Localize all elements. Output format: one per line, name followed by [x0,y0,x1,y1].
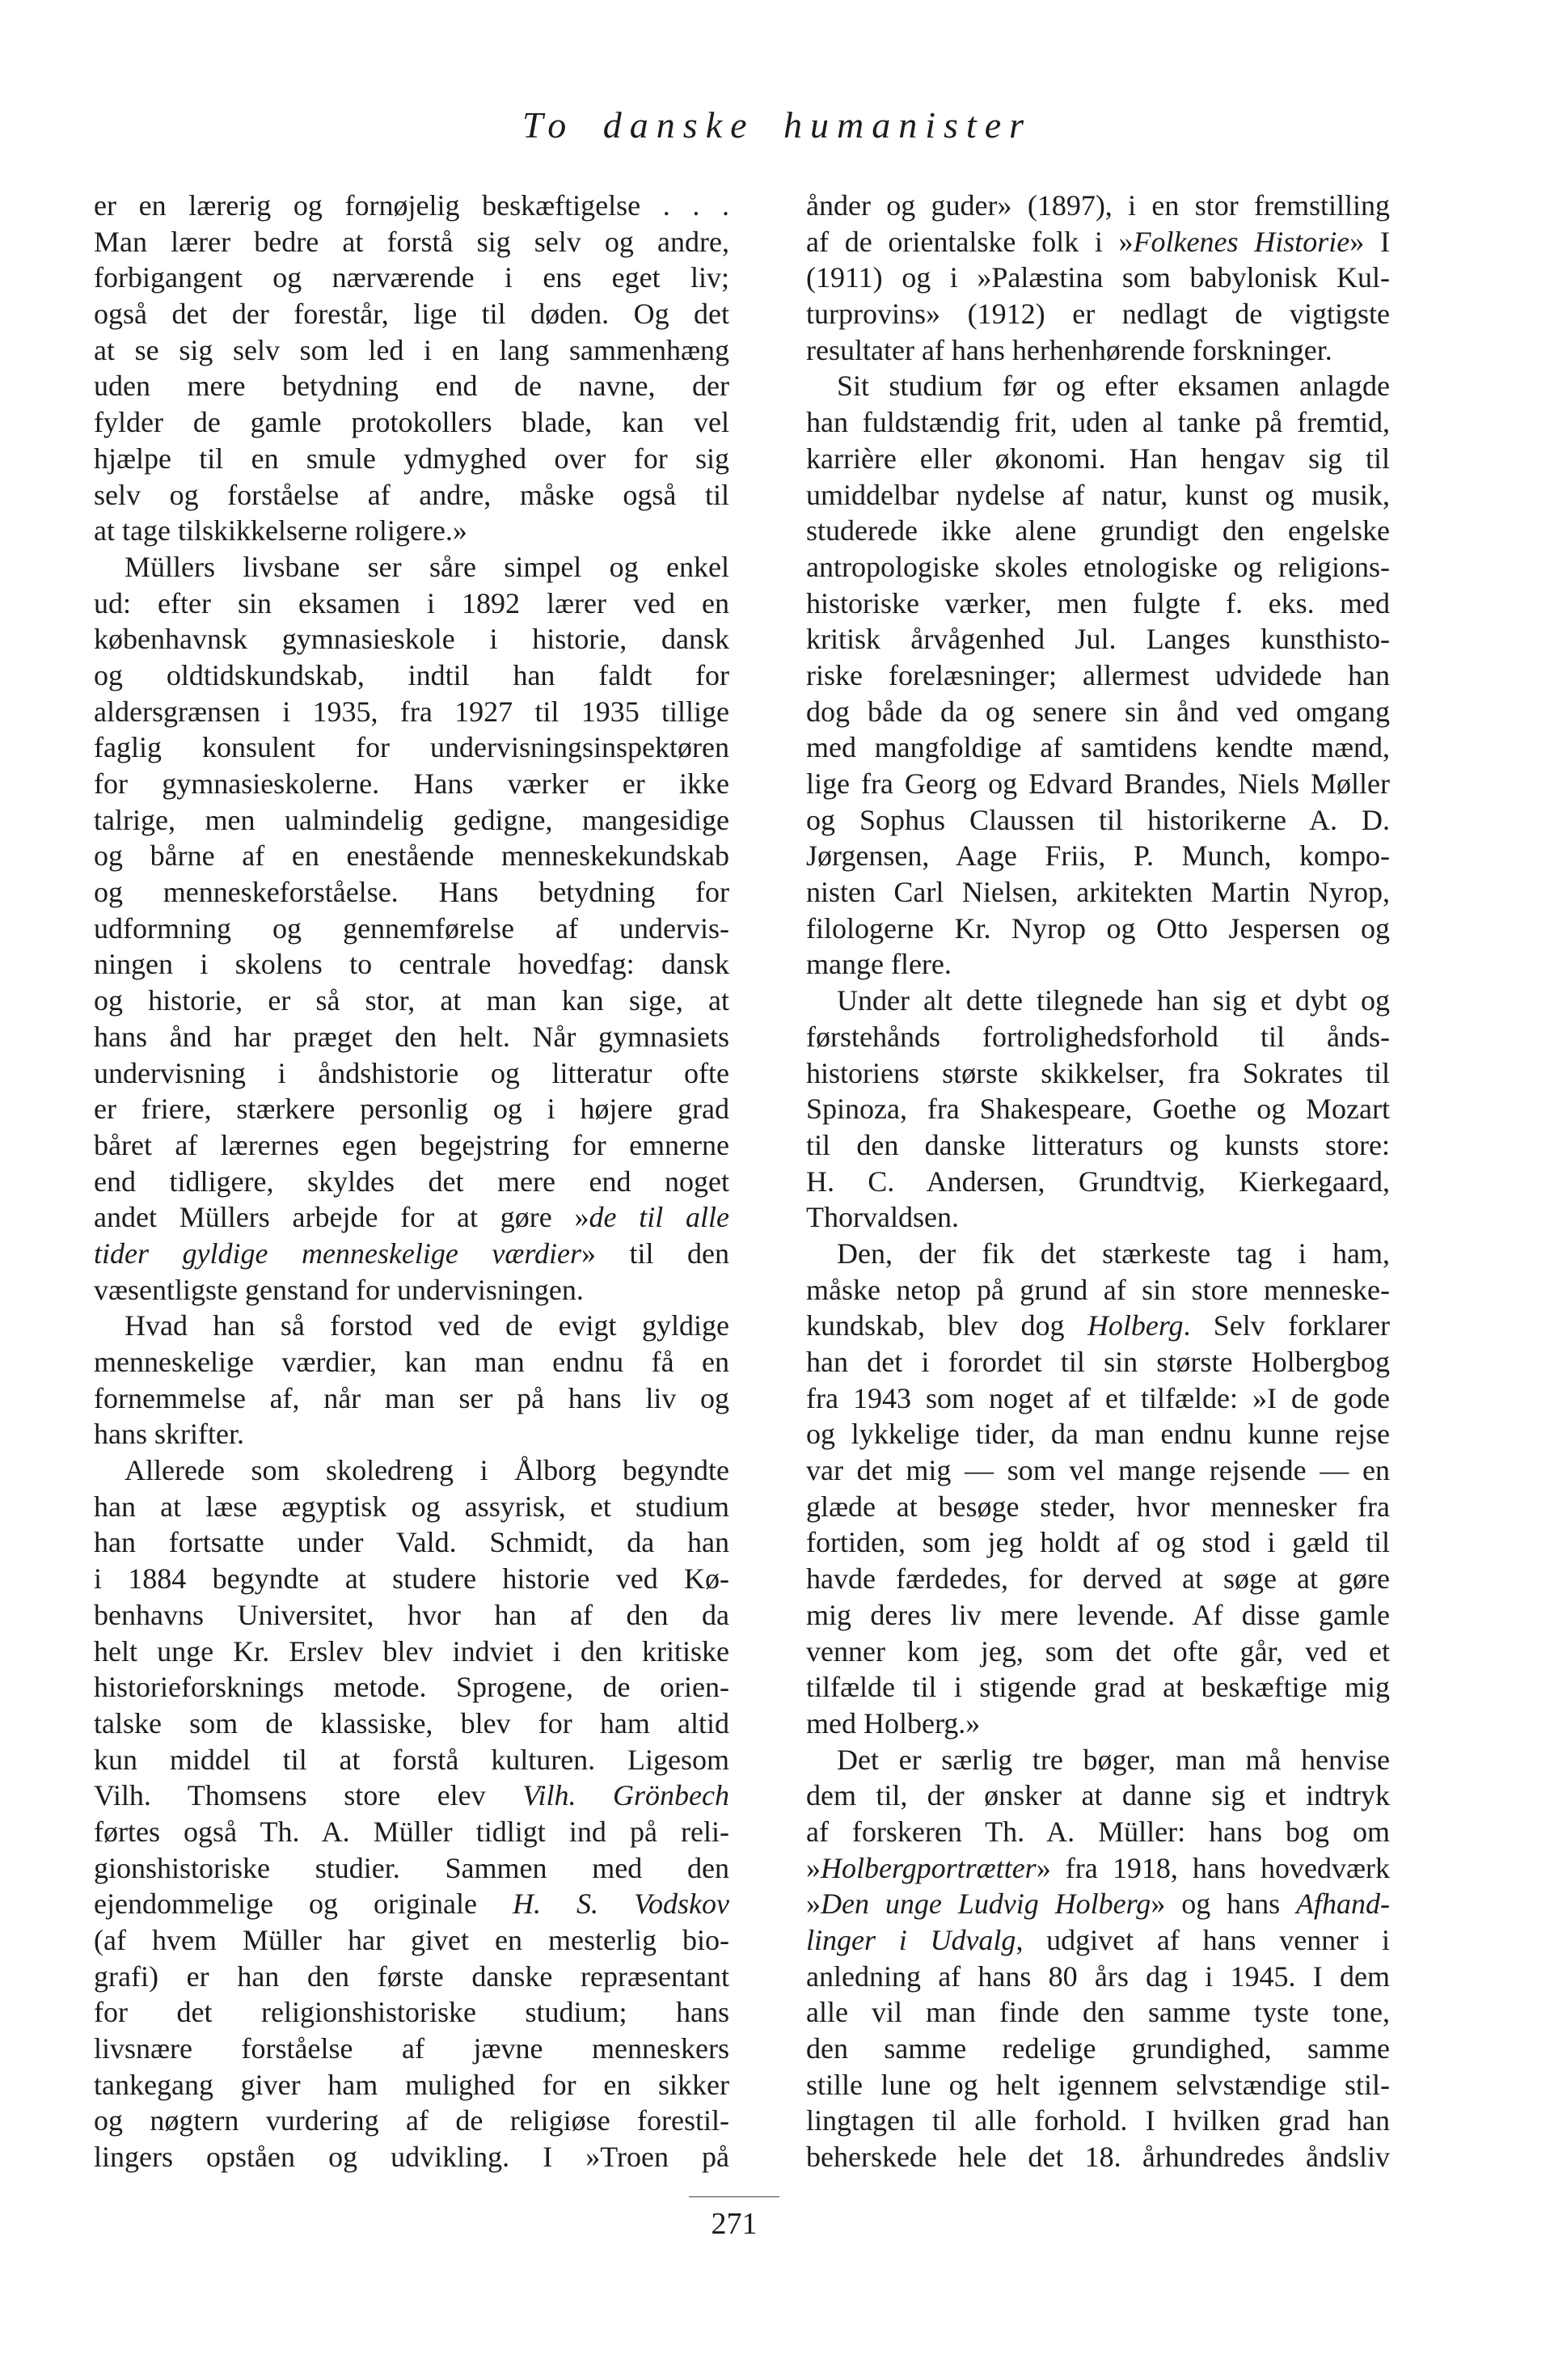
text-line [806,838,1390,874]
text-line [806,2067,1390,2103]
text-segment: anledning af hans 80 års dag i 1945. I dem [806,1959,1390,1993]
text-line [94,838,729,874]
text-segment: H. C. Andersen, Grundtvig, Kierkegaard, [806,1165,1390,1198]
text-line [806,188,1390,224]
text-segment: » fra 1918, hans hovedværk [1036,1851,1390,1884]
text-line [94,946,729,983]
italic-text: Vilh. Grönbech [522,1779,729,1812]
text-segment: forbigangent og nærværende i ens eget liv; [94,261,729,294]
text-segment: og lykkelige tider, da man endnu kunne rejse [806,1418,1390,1451]
text-segment: benhavns Universitet, hvor han af den da [94,1598,729,1631]
italic-text: Afhand- [1296,1888,1390,1921]
text-segment: at se sig selv som led i en lang sammenhæng [94,333,729,366]
text-segment: og menneskeforståelse. Hans betydning for [94,876,729,909]
text-line [806,332,1390,369]
text-segment: talske som de klassiske, blev for ham altid [94,1706,729,1740]
text-line [94,1922,729,1959]
text-segment: , udgivet af hans venner i [1016,1924,1390,1956]
italic-text: Holberg [1087,1309,1184,1342]
text-segment: i 1884 begyndte at studere historie ved Kø- [94,1562,729,1596]
text-segment: københavnsk gymnasieskole i historie, dansk [94,623,729,656]
text-line [806,1416,1390,1452]
text-line [806,477,1390,514]
text-line [94,1199,729,1236]
text-line [94,441,729,477]
text-line [94,802,729,839]
text-line [806,260,1390,296]
text-segment: historieforsknings metode. Sprogene, de orien- [94,1671,729,1704]
text-segment: ud: efter sin eksamen i 1892 lærer ved en [94,586,729,619]
text-line [94,1669,729,1706]
text-line [94,766,729,802]
text-line [94,404,729,441]
text-line [94,296,729,332]
text-segment: fornemmelse af, når man ser på hans liv og [94,1381,729,1414]
text-line [94,1236,729,1272]
text-line [94,585,729,622]
text-segment: dem til, der ønsker at danne sig et indtryk [806,1779,1390,1812]
text-line [94,1380,729,1417]
text-line [94,260,729,296]
text-segment: » og hans [1151,1888,1297,1921]
text-line [94,1886,729,1922]
text-line [94,1706,729,1742]
text-segment: Det er særlig tre bøger, man må henvise [837,1743,1390,1776]
text-segment: tankegang giver ham mulighed for en sikker [94,2068,729,2101]
text-line [806,1778,1390,1814]
text-line [94,513,729,549]
text-segment: ningen i skolens to centrale hovedfag: dansk [94,948,729,981]
text-line [94,2031,729,2067]
text-segment: måske netop på grund af sin store menneske- [806,1273,1390,1306]
text-line [94,694,729,730]
text-line [806,1922,1390,1959]
text-segment: og oldtidskundskab, indtil han faldt for [94,658,729,691]
text-segment: livsnære forståelse af jævne menneskers [94,2032,729,2065]
text-line [806,1524,1390,1561]
text-line [806,1236,1390,1272]
text-segment: beherskede hele det 18. århundredes åndsliv [806,2141,1390,2174]
text-line [94,2139,729,2175]
text-line [806,1994,1390,2031]
text-segment: ånder og guder» (1897), i en stor fremstilling [806,189,1390,222]
text-line [806,946,1390,983]
text-line [806,1886,1390,1922]
italic-text: tider gyldige menneskelige værdier [94,1237,582,1270]
text-segment: udformning og gennemførelse af undervis- [94,911,729,945]
text-line [806,1127,1390,1164]
text-segment: med mangfoldige af samtidens kendte mænd, [806,731,1390,764]
text-segment: . Selv forklarer [1183,1309,1390,1342]
italic-text: H. S. Vodskov [512,1888,729,1921]
text-segment: Hvad han så forstod ved de evigt gyldige [125,1309,729,1342]
text-line [806,1489,1390,1525]
text-segment: af forskeren Th. A. Müller: hans bog om [806,1815,1390,1848]
text-line [94,368,729,404]
text-segment: (af hvem Müller har givet en mesterlig bio- [94,1924,729,1956]
text-segment: end tidligere, skyldes det mere end noget [94,1165,729,1198]
text-segment: helt unge Kr. Erslev blev indviet i den kritiske [94,1634,729,1668]
text-segment: umiddelbar nydelse af natur, kunst og musik, [806,478,1390,511]
text-line [94,1778,729,1814]
text-segment: fra 1943 som noget af et tilfælde: »I de gode [806,1381,1390,1414]
text-line [806,1561,1390,1597]
italic-text: linger i Udvalg [806,1924,1016,1956]
text-line [806,1308,1390,1344]
text-segment: » [806,1851,821,1884]
text-segment: resultater af hans herhenhørende forskninger. [806,333,1332,366]
running-header-title: To danske humanister [522,104,1032,146]
text-line [806,911,1390,947]
text-segment: mig deres liv mere levende. Af disse gamle [806,1598,1390,1631]
text-segment: uden mere betydning end de navne, der [94,370,729,403]
text-line [806,549,1390,585]
text-line [806,2139,1390,2175]
text-segment: han fuldstændig frit, uden al tanke på fremtid, [806,406,1390,439]
text-segment: for det religionshistoriske studium; hans [94,1996,729,2029]
text-line [94,1634,729,1670]
text-segment: » til den [581,1237,729,1270]
text-segment: lingtagen til alle forhold. I hvilken grad han [806,2104,1390,2137]
text-line [94,1994,729,2031]
text-segment: stille lune og helt igennem selvstændige stil- [806,2068,1390,2101]
text-line [806,1091,1390,1127]
text-line [94,1742,729,1778]
text-line [94,1091,729,1127]
text-segment: at tage tilskikkelserne roligere.» [94,514,467,547]
text-line [806,621,1390,657]
text-segment: er friere, stærkere personlig og i højere grad [94,1093,729,1126]
text-segment: alle vil man finde den samme tyste tone, [806,1996,1390,2029]
text-segment: lige fra Georg og Edvard Brandes, Niels Møller [806,767,1390,800]
text-line [806,1019,1390,1055]
text-line [94,477,729,514]
text-segment: faglig konsulent for undervisningsinspektøren [94,731,729,764]
text-segment: Thorvaldsen. [806,1201,959,1234]
text-line [806,224,1390,260]
text-line [94,1019,729,1055]
text-segment: væsentligste genstand for undervisningen. [94,1273,584,1306]
text-line [806,1199,1390,1236]
text-segment: venner kom jeg, som det ofte går, ved et [806,1634,1390,1668]
text-segment: han at læse ægyptisk og assyrisk, et studium [94,1490,729,1523]
text-line [94,983,729,1019]
text-line [94,1344,729,1380]
text-segment: historiens største skikkelser, fra Sokrates til [806,1056,1390,1089]
text-line [94,911,729,947]
text-segment: tilfælde til i stigende grad at beskæftige mig [806,1671,1390,1704]
text-line [94,1814,729,1850]
text-segment: » I [1349,225,1390,258]
text-segment: hjælpe til en smule ydmyghed over for sig [94,442,729,475]
text-line [94,1524,729,1561]
text-segment: selv og forståelse af andre, måske også til [94,478,729,511]
text-line [806,585,1390,622]
text-segment: dog både da og senere sin ånd ved omgang [806,695,1390,728]
text-segment: grafi) er han den første danske repræsentant [94,1959,729,1993]
text-segment: aldersgrænsen i 1935, fra 1927 til 1935 tillige [94,695,729,728]
text-segment: Under alt dette tilegnede han sig et dybt og [837,984,1390,1017]
text-segment: båret af lærernes egen begejstring for emnerne [94,1128,729,1161]
text-segment: fylder de gamle protokollers blade, kan vel [94,406,729,439]
text-line [806,513,1390,549]
text-segment: Den, der fik det stærkeste tag i ham, [837,1237,1390,1270]
text-line [806,1344,1390,1380]
text-segment: til den danske litteraturs og kunsts store: [806,1128,1390,1161]
text-segment: han det i forordet til sin største Holbergbog [806,1346,1390,1378]
text-line [806,1055,1390,1092]
text-segment: karrière eller økonomi. Han hengav sig til [806,442,1390,475]
text-line [94,1959,729,1995]
text-line [806,1452,1390,1489]
text-segment: gionshistoriske studier. Sammen med den [94,1851,729,1884]
text-line [94,1489,729,1525]
text-segment: Vilh. Thomsens store elev [94,1779,523,1812]
text-segment: andet Müllers arbejde for at gøre » [94,1201,589,1234]
italic-text: Folkenes Historie [1133,225,1350,258]
text-line [806,1669,1390,1706]
text-line [806,404,1390,441]
text-line [806,1272,1390,1308]
text-segment: Müllers livsbane ser såre simpel og enkel [125,550,729,583]
text-segment: hans ånd har præget den helt. Når gymnasiets [94,1020,729,1053]
text-line [94,1308,729,1344]
text-line [94,1272,729,1308]
text-line [806,1634,1390,1670]
text-segment: kundskab, blev dog [806,1309,1087,1342]
right-column [806,188,1390,2175]
text-line [806,1814,1390,1850]
text-segment: nisten Carl Nielsen, arkitekten Martin Nyrop, [806,876,1390,909]
italic-text: de til alle [589,1201,729,1234]
text-line [94,1416,729,1452]
text-segment: riske forelæsninger; allermest udvidede han [806,658,1390,691]
text-line [94,1452,729,1489]
text-line [806,657,1390,694]
text-line [94,224,729,260]
page-number: 271 [711,2207,758,2241]
text-segment: antropologiske skoles etnologiske og religions- [806,550,1390,583]
text-segment: og Sophus Claussen til historikerne A. D. [806,803,1390,836]
text-segment: førtes også Th. A. Müller tidligt ind på reli- [94,1815,729,1848]
text-segment: han fortsatte under Vald. Schmidt, da han [94,1526,729,1559]
text-segment: (1911) og i »Palæstina som babylonisk Kul- [806,261,1390,294]
text-line [94,874,729,911]
text-segment: den samme redelige grundighed, samme [806,2032,1390,2065]
italic-text: Den unge Ludvig Holberg [821,1888,1151,1921]
text-line [806,1380,1390,1417]
text-segment: Spinoza, fra Shakespeare, Goethe og Mozart [806,1093,1390,1126]
text-segment: hans skrifter. [94,1418,244,1451]
text-line [94,657,729,694]
text-segment: turprovins» (1912) er nedlagt de vigtigste [806,298,1390,331]
text-line [94,1055,729,1092]
text-segment: » [806,1888,821,1921]
text-segment: er en lærerig og fornøjelig beskæftigelse . . . [94,189,729,222]
text-line [806,2031,1390,2067]
text-segment: talrige, men ualmindelig gedigne, mangesidige [94,803,729,836]
text-segment: førstehånds fortrolighedsforhold til ånds- [806,1020,1390,1053]
italic-text: Holbergportrætter [821,1851,1037,1884]
text-segment: kritisk årvågenhed Jul. Langes kunsthisto- [806,623,1390,656]
text-line [94,332,729,369]
text-line [806,1850,1390,1887]
text-line [806,441,1390,477]
text-segment: undervisning i åndshistorie og litteratur ofte [94,1056,729,1089]
text-segment: var det mig — som vel mange rejsende — en [806,1454,1390,1487]
text-segment: Allerede som skoledreng i Ålborg begyndte [125,1454,729,1487]
text-line [806,1164,1390,1200]
text-segment: studerede ikke alene grundigt den engelske [806,514,1390,547]
text-line [94,1164,729,1200]
text-segment: og bårne af en enestående menneskekundskab [94,839,729,873]
text-segment: med Holberg.» [806,1706,981,1740]
text-line [806,729,1390,766]
text-segment: lingers opståen og udvikling. I »Troen på [94,2141,729,2174]
text-segment: mange flere. [806,948,952,981]
text-line [806,983,1390,1019]
text-line [806,1742,1390,1778]
text-line [94,2067,729,2103]
text-line [94,729,729,766]
text-segment: og nøgtern vurdering af de religiøse forestil- [94,2104,729,2137]
text-line [94,1127,729,1164]
text-segment: ejendommelige og originale [94,1888,513,1921]
text-segment: Man lærer bedre at forstå sig selv og andre, [94,225,729,258]
text-line [806,368,1390,404]
text-line [94,621,729,657]
text-line [94,549,729,585]
text-segment: for gymnasieskolerne. Hans værker er ikke [94,767,729,800]
text-line [94,2103,729,2139]
text-line [806,766,1390,802]
text-line [806,1706,1390,1742]
text-line [806,1597,1390,1634]
text-segment: filologerne Kr. Nyrop og Otto Jespersen og [806,911,1390,945]
text-line [806,694,1390,730]
text-segment: historiske værker, men fulgte f. eks. med [806,586,1390,619]
text-line [806,1959,1390,1995]
text-line [806,2103,1390,2139]
text-segment: kun middel til at forstå kulturen. Ligesom [94,1743,729,1776]
text-line [94,1850,729,1887]
text-line [94,188,729,224]
text-segment: også det der forestår, lige til døden. Og det [94,298,729,331]
text-segment: af de orientalske folk i » [806,225,1134,258]
text-line [806,874,1390,911]
text-line [806,802,1390,839]
text-segment: fortiden, som jeg holdt af og stod i gæld til [806,1526,1390,1559]
page-number-rule [689,2196,779,2197]
text-segment: og historie, er så stor, at man kan sige, at [94,984,729,1017]
text-segment: havde færdedes, for derved at søge at gøre [806,1562,1390,1596]
text-segment: menneskelige værdier, kan man endnu få en [94,1346,729,1378]
text-segment: Sit studium før og efter eksamen anlagde [837,370,1390,403]
text-segment: glæde at besøge steder, hvor mennesker fra [806,1490,1390,1523]
left-column [94,188,729,2175]
text-line [94,1561,729,1597]
text-segment: Jørgensen, Aage Friis, P. Munch, kompo- [806,839,1390,873]
text-line [94,1597,729,1634]
text-line [806,296,1390,332]
